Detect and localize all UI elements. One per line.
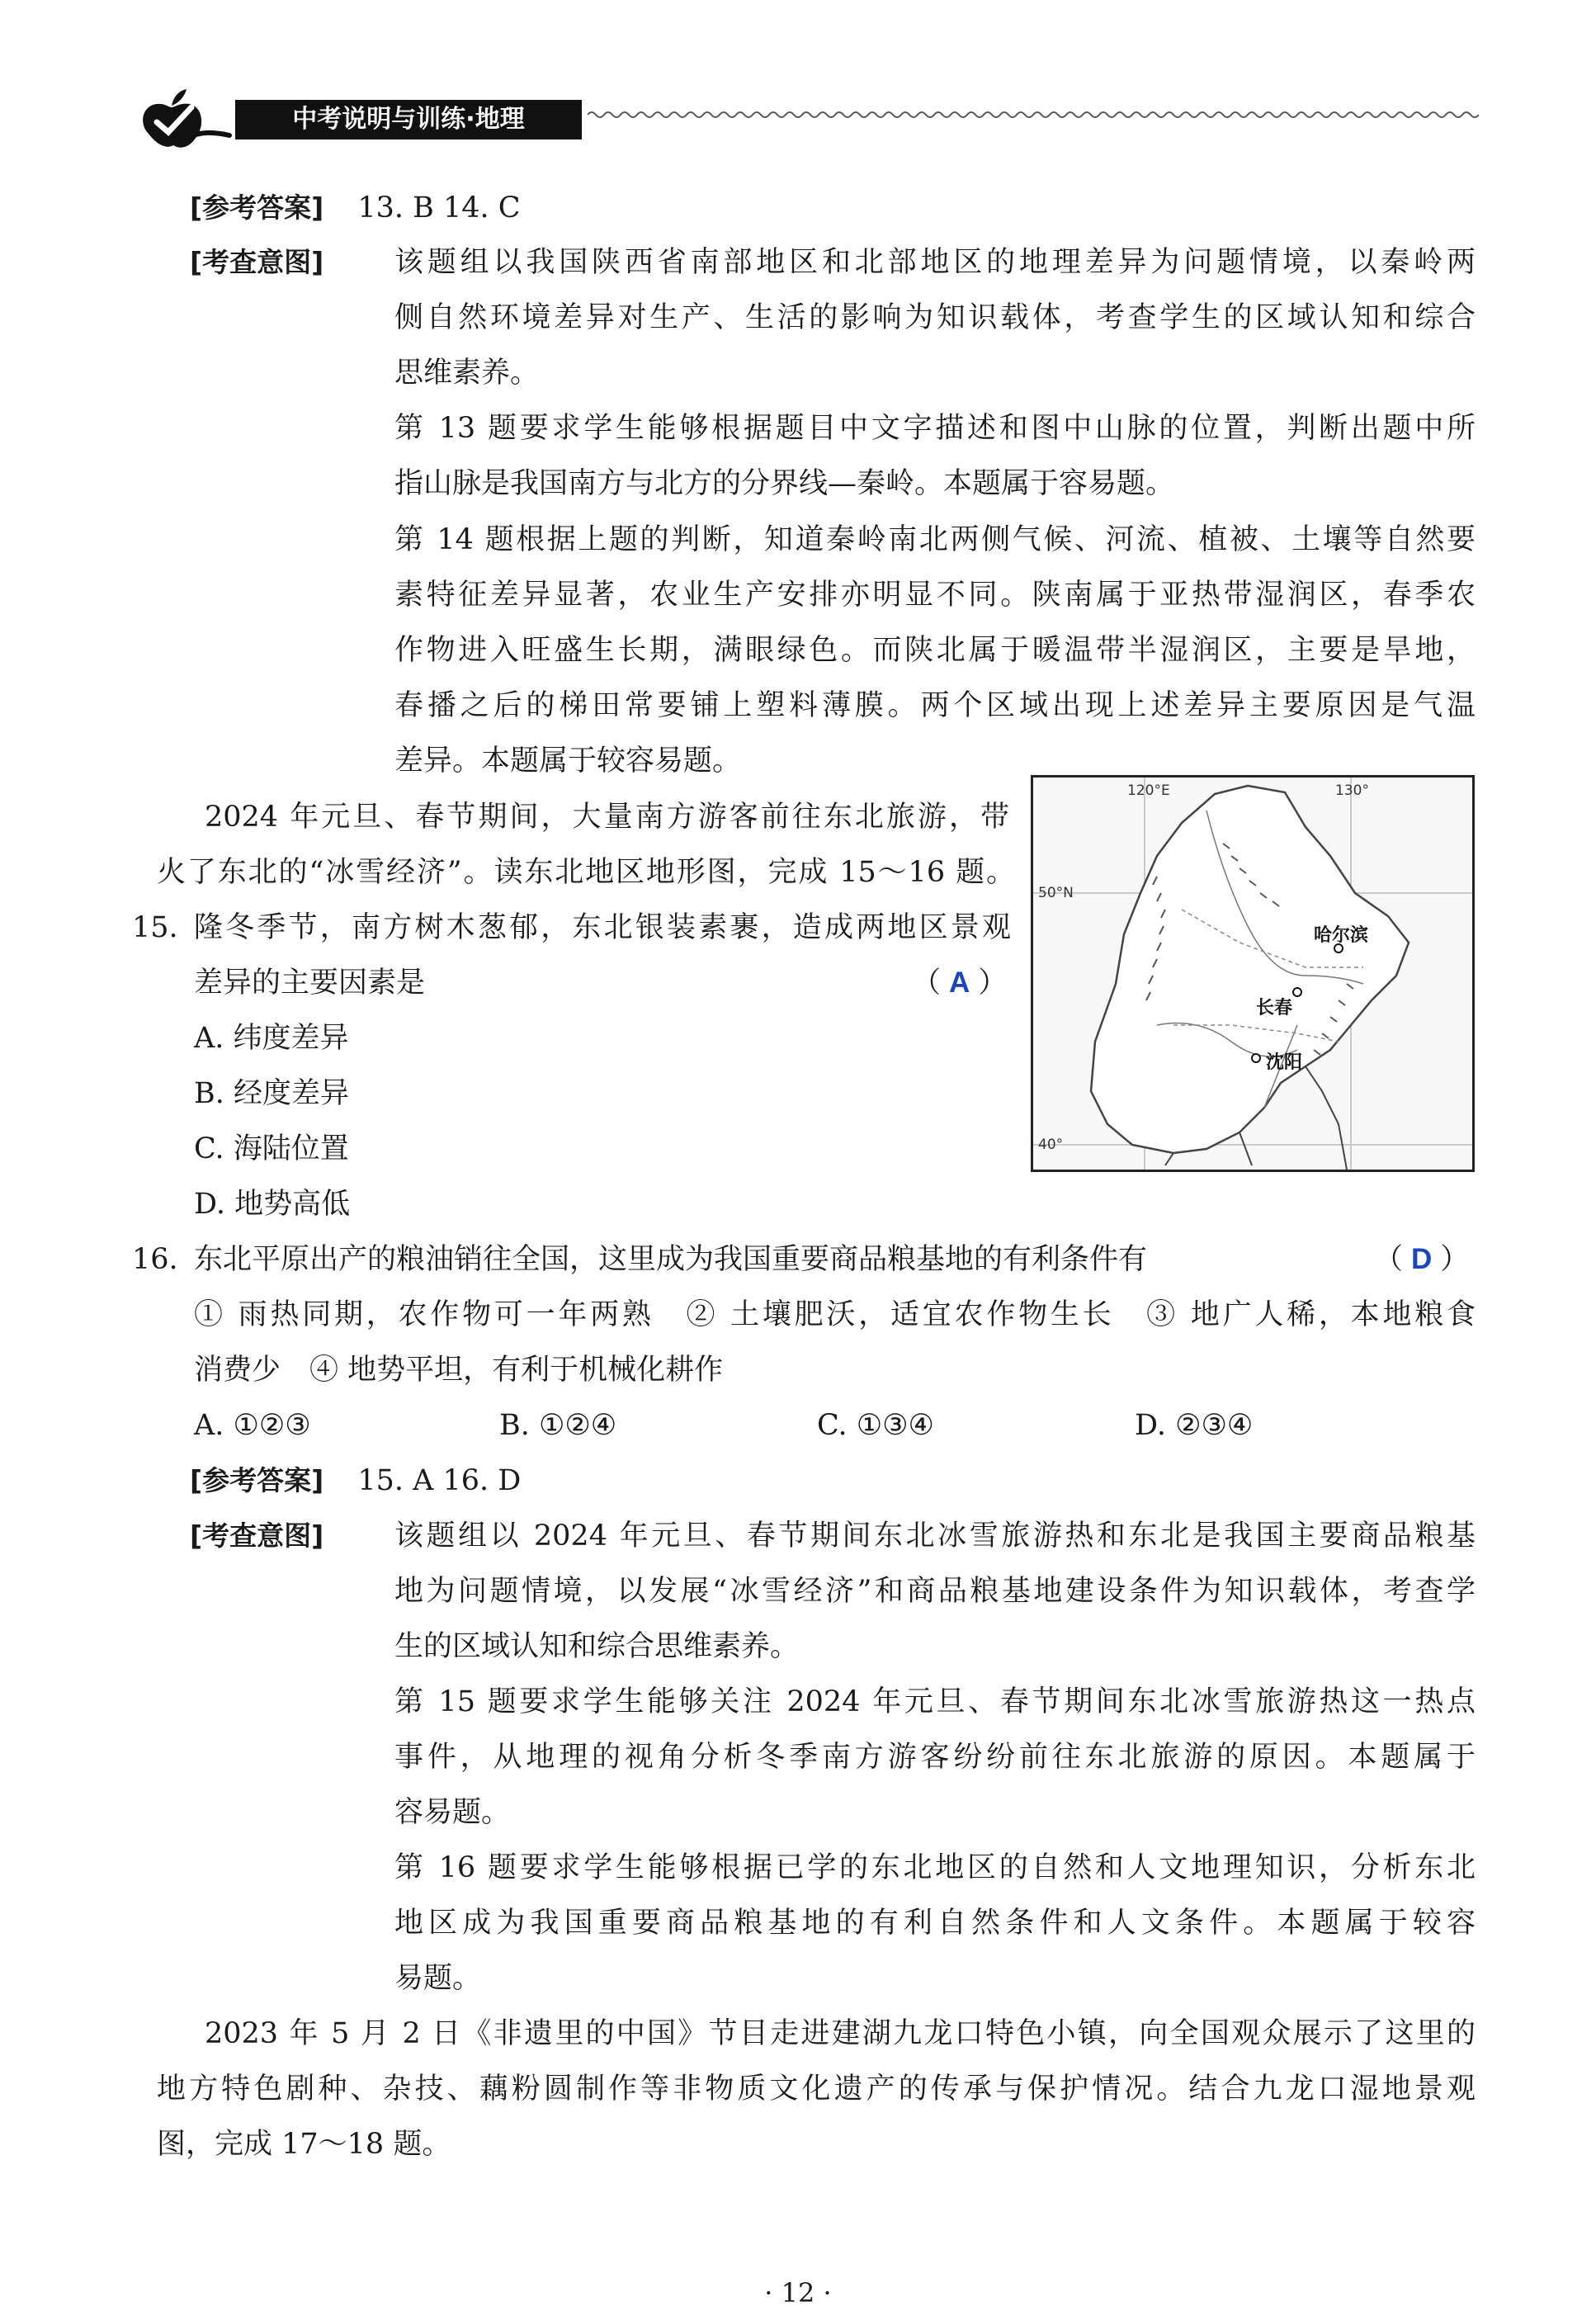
option: C. ①③④: [817, 1409, 934, 1442]
text-line: 该题组以 2024 年元旦、春节期间东北冰雪旅游热和东北是我国主要商品粮基: [394, 1520, 1476, 1553]
option: B. 经度差异: [194, 1077, 349, 1110]
text-line: 春播之后的梯田常要铺上塑料薄膜。两个区域出现上述差异主要原因是气温: [394, 689, 1476, 722]
option: D. 地势高低: [194, 1188, 351, 1221]
answer-tag: [参考答案]: [190, 191, 324, 224]
text-line: 2024 年元旦、春节期间，大量南方游客前往东北旅游，带: [205, 801, 1009, 834]
text-line: 第 14 题根据上题的判断，知道秦岭南北两侧气候、河流、植被、土壤等自然要: [394, 523, 1476, 556]
text-line: 作物进入旺盛生长期，满眼绿色。而陕北属于暖温带半湿润区，主要是旱地，: [394, 634, 1476, 667]
text-line: 容易题。: [394, 1796, 511, 1829]
answer-text: 13. B 14. C: [357, 191, 521, 225]
option: C. 海陆位置: [194, 1132, 349, 1165]
city-label-changchun: 长春: [1256, 998, 1293, 1019]
text-line: 图，完成 17～18 题。: [157, 2128, 451, 2161]
page-number: · 12 ·: [764, 2277, 832, 2309]
question-stem: 差异的主要因素是: [194, 967, 426, 1000]
text-line: 地方特色剧种、杂技、藕粉圆制作等非物质文化遗产的传承与保护情况。结合九龙口湿地景观: [157, 2073, 1476, 2106]
text-line: 该题组以我国陕西省南部地区和北部地区的地理差异为问题情境，以秦岭两: [394, 246, 1476, 279]
question-stem: 东北平原出产的粮油销往全国，这里成为我国重要商品粮基地的有利条件有: [194, 1243, 1148, 1276]
question-stem: 隆冬季节，南方树木葱郁，东北银装素裹，造成两地区景观: [194, 911, 1011, 944]
option: A. 纬度差异: [194, 1022, 349, 1055]
intent-tag: [考查意图]: [190, 246, 324, 278]
latitude-label: 40°: [1038, 1137, 1064, 1153]
answer-bracket: （ A ）: [912, 967, 1008, 1000]
answer-block-1: [190, 191, 521, 225]
apple-logo-icon: [132, 83, 238, 157]
text-line: 差异。本题属于较容易题。: [394, 744, 742, 778]
longitude-label: 130°: [1335, 782, 1369, 799]
longitude-label: 120°E: [1127, 782, 1170, 799]
option: B. ①②④: [499, 1409, 617, 1442]
text-line: 侧自然环境差异对生产、生活的影响为知识载体，考查学生的区域认知和综合: [394, 301, 1476, 334]
question-number: 16.: [132, 1243, 178, 1276]
text-line: 易题。: [394, 1962, 482, 1995]
text-line: 火了东北的“冰雪经济”。读东北地区地形图，完成 15～16 题。: [157, 856, 1015, 889]
answer-mark: A: [949, 967, 970, 999]
text-line: 素特征差异显著，农业生产安排亦明显不同。陕南属于亚热带湿润区，春季农: [394, 579, 1476, 612]
answer-block-2: [190, 1464, 521, 1497]
answer-mark: D: [1411, 1243, 1433, 1275]
text-line: 2023 年 5 月 2 日《非遗里的中国》节目走进建湖九龙口特色小镇，向全国观众展示了这里的: [205, 2017, 1476, 2050]
city-label-harbin: 哈尔滨: [1314, 925, 1369, 946]
text-line: 事件，从地理的视角分析冬季南方游客纷纷前往东北旅游的原因。本题属于: [394, 1741, 1476, 1774]
city-label-shenyang: 沈阳: [1266, 1052, 1303, 1073]
northeast-terrain-map: [1031, 775, 1475, 1172]
header-wavy-rule: [588, 106, 1479, 124]
text-line: 第 15 题要求学生能够关注 2024 年元旦、春节期间东北冰雪旅游热这一热点: [394, 1685, 1476, 1718]
text-line: 指山脉是我国南方与北方的分界线—秦岭。本题属于容易题。: [394, 467, 1175, 500]
text-line: 生的区域认知和综合思维素养。: [394, 1630, 800, 1663]
text-line: 地区成为我国重要商品粮基地的有利自然条件和人文条件。本题属于较容: [394, 1907, 1476, 1940]
text-line: 第 13 题要求学生能够根据题目中文字描述和图中山脉的位置，判断出题中所: [394, 412, 1476, 445]
latitude-label: 50°N: [1038, 885, 1074, 901]
question-number: 15.: [132, 911, 178, 944]
answer-tag: [参考答案]: [190, 1464, 324, 1496]
answer-text: 15. A 16. D: [357, 1464, 522, 1497]
condition-line: 消费少 ④ 地势平坦，有利于机械化耕作: [194, 1354, 724, 1387]
text-line: 地为问题情境，以发展“冰雪经济”和商品粮基地建设条件为知识载体，考查学: [394, 1575, 1476, 1608]
header-title: 中考说明与训练·地理: [235, 100, 582, 139]
condition-line: ① 雨热同期，农作物可一年两熟 ② 土壤肥沃，适宜农作物生长 ③ 地广人稀，本地粮食: [194, 1298, 1476, 1331]
text-line: 思维素养。: [394, 357, 540, 390]
option: A. ①②③: [194, 1409, 311, 1442]
answer-bracket: （ D ）: [1374, 1243, 1470, 1276]
intent-tag: [考查意图]: [190, 1520, 324, 1552]
option: D. ②③④: [1135, 1409, 1254, 1442]
text-line: 第 16 题要求学生能够根据已学的东北地区的自然和人文地理知识，分析东北: [394, 1851, 1476, 1884]
